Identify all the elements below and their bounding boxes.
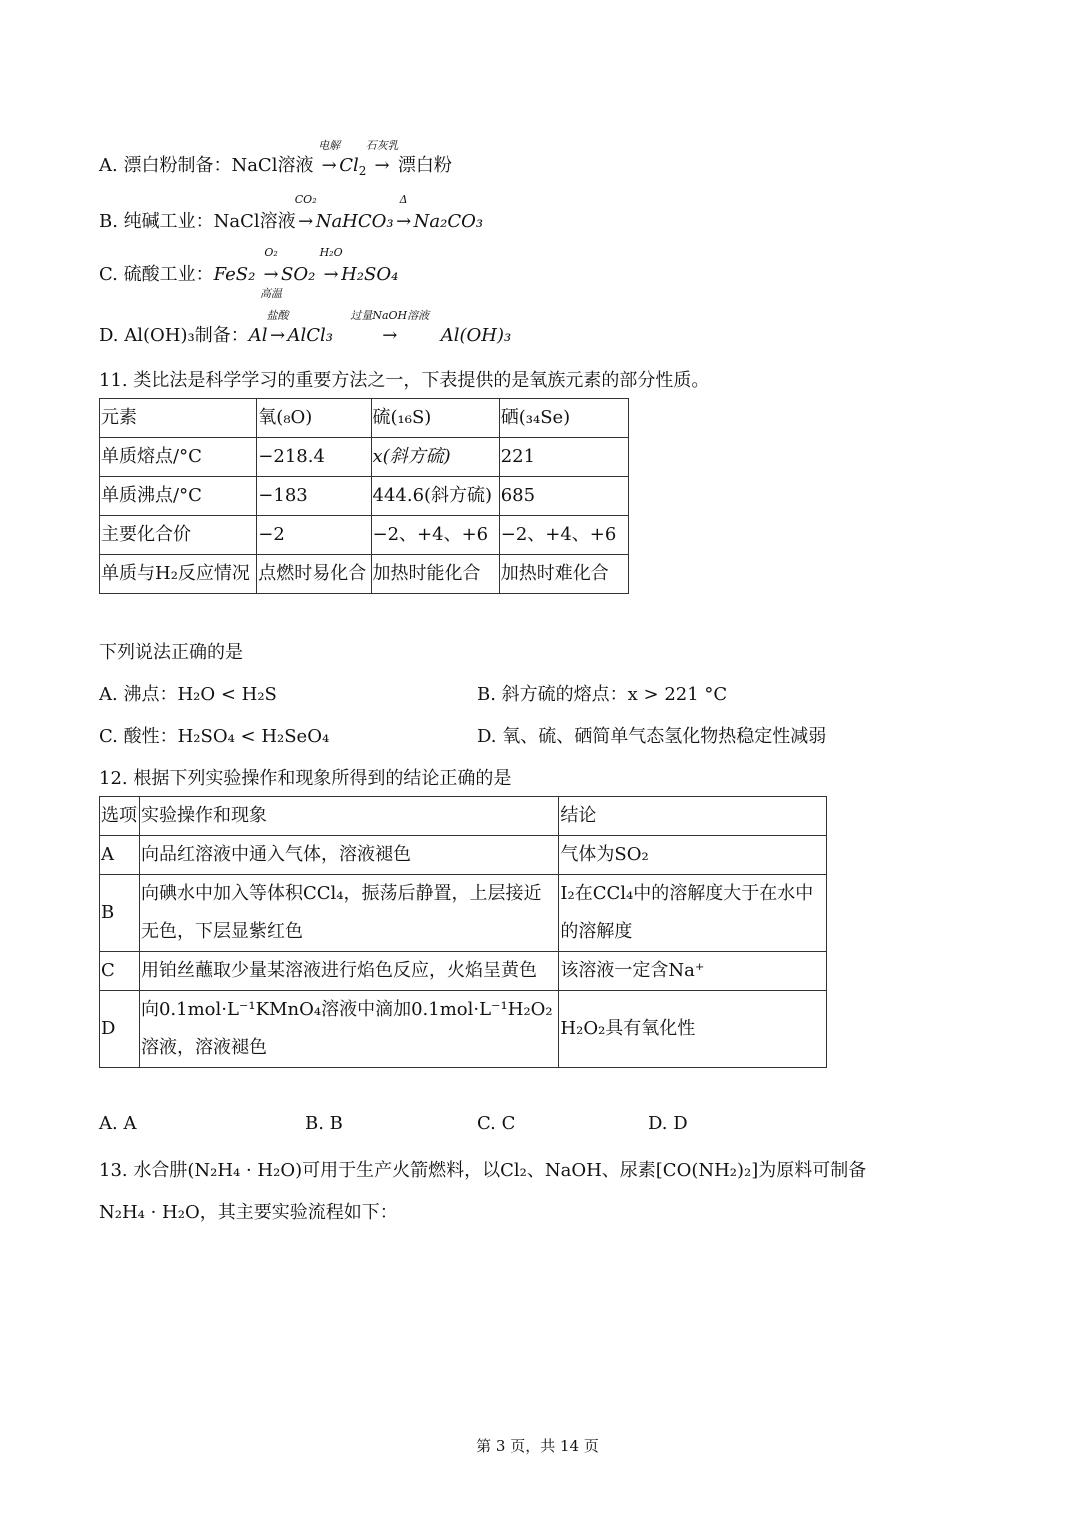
table-cell: 685 (499, 477, 628, 516)
table-cell: 221 (499, 438, 628, 477)
table-row (100, 516, 629, 555)
q12-stem: 12. 根据下列实验操作和现象所得到的结论正确的是 (99, 768, 512, 789)
table-row (100, 438, 629, 477)
table-cell: 实验操作和现象 (139, 797, 558, 836)
q10-option-c: C. 硫酸工业：FeS₂ O₂ → 高温 SO₂ H₂O → H₂SO₄ (99, 246, 399, 300)
table-cell: −2、+4、+6 (499, 516, 628, 555)
table-cell: 单质与H₂反应情况 (100, 555, 257, 594)
table-cell: x(斜方硫) (371, 438, 499, 477)
table-cell: 加热时能化合 (371, 555, 499, 594)
q11-option-b: B. 斜方硫的熔点：x > 221 °C (477, 684, 728, 705)
q11-stem: 11. 类比法是科学学习的重要方法之一，下表提供的是氧族元素的部分性质。 (99, 370, 710, 391)
table-cell: 硒(₃₄Se) (499, 399, 628, 438)
q11-option-d: D. 氧、硫、硒简单气态氢化物热稳定性减弱 (477, 726, 827, 747)
table-cell: 444.6(斜方硫) (371, 477, 499, 516)
table-cell: 选项 (100, 797, 140, 836)
table-cell: 该溶液一定含Na⁺ (559, 952, 827, 991)
q13-stem-line2: N₂H₄ · H₂O，其主要实验流程如下： (99, 1202, 398, 1223)
q10-option-b: B. 纯碱工业：NaCl溶液 CO₂ → NaHCO₃ Δ → Na₂CO₃ (99, 193, 484, 232)
table-row (100, 477, 629, 516)
table-cell: 向品红溶液中通入气体，溶液褪色 (139, 836, 558, 875)
table-cell: 向碘水中加入等体积CCl₄，振荡后静置，上层接近无色，下层显紫红色 (139, 875, 558, 952)
table-cell: 主要化合价 (100, 516, 257, 555)
table-header-row (100, 399, 629, 438)
table-cell: C (100, 952, 140, 991)
q12-option-a: A. A (99, 1113, 137, 1134)
q10-option-a: A. 漂白粉制备：NaCl溶液 电解 → $Cl_2$ 石灰乳 → 漂白粉 (99, 139, 452, 178)
table-cell: 加热时难化合 (499, 555, 628, 594)
table-cell: 硫(₁₆S) (371, 399, 499, 438)
q10-option-d: D. Al(OH)₃制备：Al 盐酸 → AlCl₃ 过量NaOH溶液 → Al(OH)₃ (99, 309, 512, 346)
table-cell: 单质沸点/°C (100, 477, 257, 516)
q11-prompt: 下列说法正确的是 (99, 642, 243, 663)
table-row (100, 555, 629, 594)
table-cell: 点燃时易化合 (257, 555, 371, 594)
page-footer: 第 3 页，共 14 页 (476, 1437, 599, 1455)
table-row (100, 991, 827, 1068)
table-row (100, 875, 827, 952)
table-cell: 单质熔点/°C (100, 438, 257, 477)
table-cell: H₂O₂具有氧化性 (559, 991, 827, 1068)
table-cell: 用铂丝蘸取少量某溶液进行焰色反应，火焰呈黄色 (139, 952, 558, 991)
q12-table (99, 796, 827, 1068)
table-cell: 向0.1mol·L⁻¹KMnO₄溶液中滴加0.1mol·L⁻¹H₂O₂溶液，溶液褪色 (139, 991, 558, 1068)
q11-table (99, 398, 629, 594)
q13-stem-line1: 13. 水合肼(N₂H₄ · H₂O)可用于生产火箭燃料，以Cl₂、NaOH、尿素[CO(NH₂)₂]为原料可制备 (99, 1160, 867, 1181)
table-cell: I₂在CCl₄中的溶解度大于在水中的溶解度 (559, 875, 827, 952)
table-cell: 氧(₈O) (257, 399, 371, 438)
q12-option-b: B. B (305, 1113, 343, 1134)
q12-option-c: C. C (477, 1113, 516, 1134)
table-row (100, 952, 827, 991)
table-cell: D (100, 991, 140, 1068)
q11-option-c: C. 酸性：H₂SO₄ < H₂SeO₄ (99, 726, 330, 747)
table-cell: 元素 (100, 399, 257, 438)
q12-option-d: D. D (648, 1113, 688, 1134)
table-cell: −183 (257, 477, 371, 516)
table-cell: −2、+4、+6 (371, 516, 499, 555)
table-cell: 气体为SO₂ (559, 836, 827, 875)
table-row (100, 836, 827, 875)
q11-option-a: A. 沸点：H₂O < H₂S (99, 684, 277, 705)
table-cell: B (100, 875, 140, 952)
table-cell: 结论 (559, 797, 827, 836)
table-cell: A (100, 836, 140, 875)
table-header-row (100, 797, 827, 836)
table-cell: −2 (257, 516, 371, 555)
table-cell: −218.4 (257, 438, 371, 477)
